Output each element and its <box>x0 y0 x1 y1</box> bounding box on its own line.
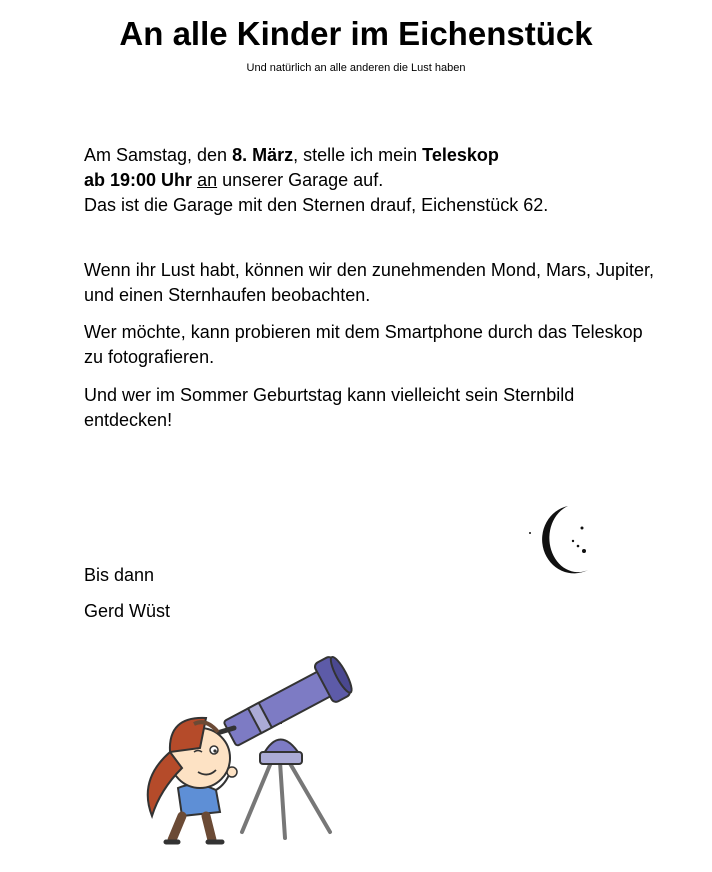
zodiac-paragraph: Und wer im Sommer Geburtstag kann vielleicht sein Sternbild entdecken! <box>84 385 575 430</box>
event-time: ab 19:00 Uhr <box>84 170 193 190</box>
child-with-telescope-illustration <box>130 640 380 852</box>
underlined-at: an <box>197 170 218 190</box>
invitation-prefix: Am Samstag, den <box>84 145 233 165</box>
crescent-moon-icon <box>526 500 596 576</box>
event-date: 8. März <box>232 145 294 165</box>
closing-greeting: Bis dann <box>84 565 155 585</box>
observation-paragraph: Wenn ihr Lust habt, können wir den zunehmenden Mond, Mars, Jupiter, und einen Sternhaufen beobachten. <box>84 260 654 305</box>
invitation-location: unserer Garage auf. <box>217 170 384 190</box>
invitation-line-3: Das ist die Garage mit den Sternen drauf, Eichenstück 62. <box>84 195 549 215</box>
telescope-word: Teleskop <box>422 145 499 165</box>
page-title: An alle Kinder im Eichenstück <box>119 15 593 52</box>
invitation-line-1 <box>84 143 664 168</box>
page-subtitle: Und natürlich an alle anderen die Lust haben <box>246 62 466 74</box>
invitation-line-2 <box>84 168 664 193</box>
invitation-block <box>84 143 664 218</box>
photo-paragraph: Wer möchte, kann probieren mit dem Smartphone durch das Teleskop zu fotografieren. <box>84 322 643 367</box>
invitation-middle: , stelle ich mein <box>293 145 423 165</box>
signature: Gerd Wüst <box>84 601 171 621</box>
